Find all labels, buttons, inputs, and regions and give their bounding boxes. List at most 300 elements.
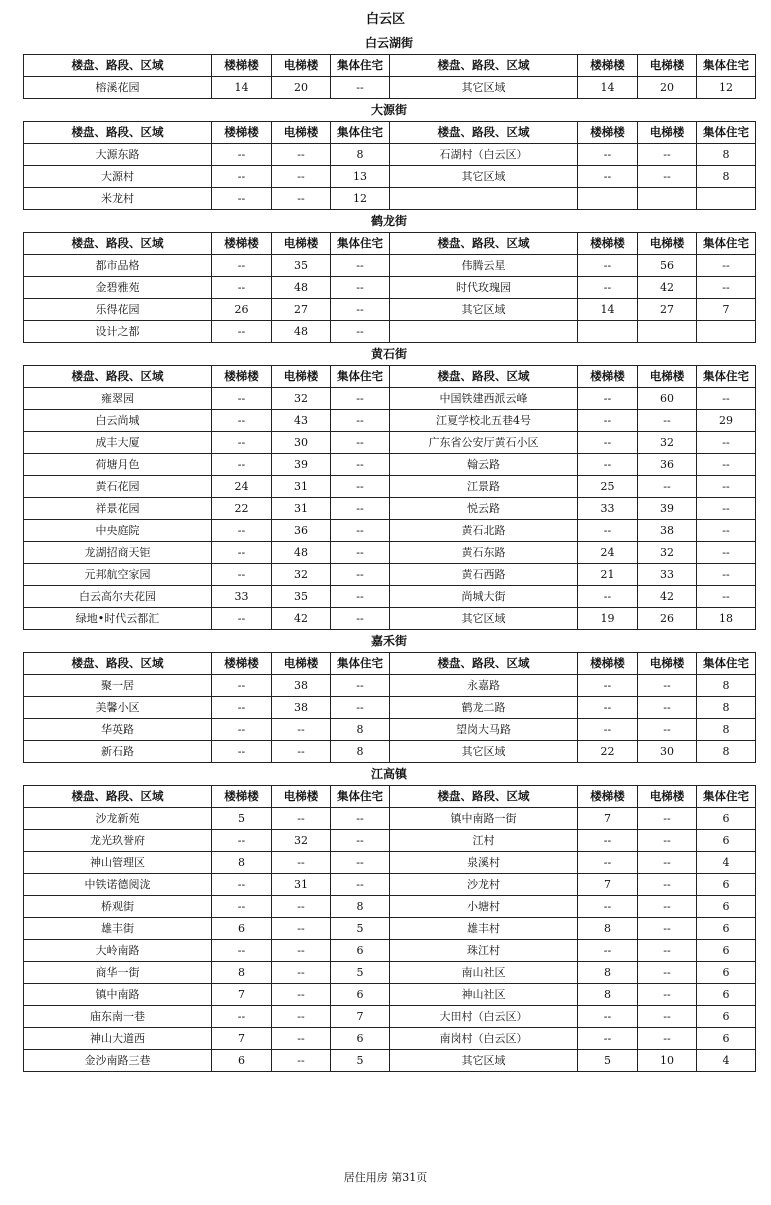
- price-cell: --: [212, 321, 272, 343]
- price-cell: 30: [638, 741, 697, 763]
- area-name-cell: 江村: [390, 830, 578, 852]
- price-cell: --: [212, 1006, 272, 1028]
- column-header: 楼梯楼: [212, 366, 272, 388]
- price-cell: --: [697, 498, 756, 520]
- column-header: 电梯楼: [272, 122, 331, 144]
- area-name-cell: 鹤龙二路: [390, 697, 578, 719]
- area-name-cell: 乐得花园: [24, 299, 212, 321]
- price-cell: 32: [638, 542, 697, 564]
- price-cell: 5: [578, 1050, 638, 1072]
- price-cell: --: [638, 962, 697, 984]
- table-row: [24, 144, 756, 166]
- price-cell: --: [272, 940, 331, 962]
- price-cell: 29: [697, 410, 756, 432]
- area-name-cell: 镇中南路一街: [390, 808, 578, 830]
- price-cell: --: [697, 277, 756, 299]
- table-row: [24, 697, 756, 719]
- price-cell: [697, 188, 756, 210]
- price-cell: --: [578, 697, 638, 719]
- price-cell: --: [212, 166, 272, 188]
- column-header: 楼梯楼: [212, 122, 272, 144]
- area-name-cell: [390, 321, 578, 343]
- price-cell: --: [212, 144, 272, 166]
- price-cell: --: [331, 321, 390, 343]
- column-header: 集体住宅: [331, 786, 390, 808]
- price-cell: --: [212, 432, 272, 454]
- table-header-row: [24, 653, 756, 675]
- price-cell: 36: [272, 520, 331, 542]
- price-cell: 24: [212, 476, 272, 498]
- column-header: 集体住宅: [331, 366, 390, 388]
- column-header: 电梯楼: [638, 786, 697, 808]
- area-name-cell: 桥观街: [24, 896, 212, 918]
- price-cell: 6: [697, 808, 756, 830]
- price-cell: 8: [331, 741, 390, 763]
- price-cell: --: [272, 741, 331, 763]
- price-cell: --: [212, 675, 272, 697]
- price-cell: --: [578, 454, 638, 476]
- price-cell: --: [272, 1050, 331, 1072]
- price-cell: [638, 188, 697, 210]
- price-cell: 14: [578, 77, 638, 99]
- sections-container: [23, 32, 757, 1072]
- price-cell: 39: [638, 498, 697, 520]
- area-name-cell: 其它区域: [390, 608, 578, 630]
- price-cell: 6: [331, 940, 390, 962]
- column-header: 楼盘、路段、区域: [24, 366, 212, 388]
- area-name-cell: 都市品格: [24, 255, 212, 277]
- price-cell: --: [212, 255, 272, 277]
- area-name-cell: 美馨小区: [24, 697, 212, 719]
- table-row: [24, 608, 756, 630]
- price-cell: 26: [638, 608, 697, 630]
- column-header: 楼盘、路段、区域: [390, 786, 578, 808]
- price-cell: 8: [697, 144, 756, 166]
- area-name-cell: 大源东路: [24, 144, 212, 166]
- area-name-cell: 成丰大厦: [24, 432, 212, 454]
- price-cell: --: [638, 940, 697, 962]
- price-cell: --: [578, 940, 638, 962]
- price-cell: --: [638, 719, 697, 741]
- price-cell: --: [331, 432, 390, 454]
- price-cell: 6: [697, 940, 756, 962]
- price-cell: 8: [331, 719, 390, 741]
- price-cell: --: [697, 255, 756, 277]
- price-cell: --: [697, 432, 756, 454]
- price-cell: [578, 188, 638, 210]
- price-cell: --: [697, 476, 756, 498]
- price-cell: 25: [578, 476, 638, 498]
- table-row: [24, 675, 756, 697]
- area-name-cell: 神山管理区: [24, 852, 212, 874]
- price-cell: 35: [272, 255, 331, 277]
- price-cell: [578, 321, 638, 343]
- area-name-cell: 白云高尔夫花园: [24, 586, 212, 608]
- table-header-row: [24, 55, 756, 77]
- column-header: 集体住宅: [697, 786, 756, 808]
- area-name-cell: 雍翠园: [24, 388, 212, 410]
- column-header: 集体住宅: [331, 55, 390, 77]
- price-cell: 60: [638, 388, 697, 410]
- section-title: 江高镇: [370, 767, 407, 781]
- column-header: 集体住宅: [697, 366, 756, 388]
- price-cell: 5: [331, 1050, 390, 1072]
- price-cell: 36: [638, 454, 697, 476]
- area-name-cell: 其它区域: [390, 77, 578, 99]
- area-name-cell: 黄石花园: [24, 476, 212, 498]
- column-header: 集体住宅: [697, 653, 756, 675]
- price-cell: --: [212, 520, 272, 542]
- column-header: 楼梯楼: [578, 122, 638, 144]
- price-cell: --: [272, 144, 331, 166]
- area-name-cell: 江夏学校北五巷4号: [390, 410, 578, 432]
- area-name-cell: 大田村（白云区）: [390, 1006, 578, 1028]
- table-row: [24, 410, 756, 432]
- section-table: [23, 365, 756, 630]
- table-row: [24, 918, 756, 940]
- price-cell: 56: [638, 255, 697, 277]
- table-row: [24, 454, 756, 476]
- price-cell: --: [272, 984, 331, 1006]
- section-table: [23, 121, 756, 210]
- area-name-cell: 黄石北路: [390, 520, 578, 542]
- price-cell: 7: [212, 984, 272, 1006]
- column-header: 楼盘、路段、区域: [390, 653, 578, 675]
- column-header: 电梯楼: [638, 122, 697, 144]
- price-cell: 6: [697, 830, 756, 852]
- column-header: 楼梯楼: [212, 233, 272, 255]
- table-row: [24, 498, 756, 520]
- price-cell: 7: [331, 1006, 390, 1028]
- column-header: 电梯楼: [272, 233, 331, 255]
- column-header: 楼梯楼: [578, 786, 638, 808]
- price-cell: --: [697, 542, 756, 564]
- price-cell: 20: [638, 77, 697, 99]
- price-cell: --: [331, 830, 390, 852]
- table-row: [24, 476, 756, 498]
- area-name-cell: 其它区域: [390, 741, 578, 763]
- price-cell: --: [578, 388, 638, 410]
- area-name-cell: 沙龙村: [390, 874, 578, 896]
- price-cell: 7: [212, 1028, 272, 1050]
- table-row: [24, 940, 756, 962]
- table-row: [24, 542, 756, 564]
- price-cell: 10: [638, 1050, 697, 1072]
- table-row: [24, 255, 756, 277]
- price-cell: 6: [331, 984, 390, 1006]
- price-cell: --: [331, 77, 390, 99]
- price-cell: 38: [638, 520, 697, 542]
- price-cell: --: [578, 586, 638, 608]
- price-cell: 4: [697, 852, 756, 874]
- price-cell: 14: [578, 299, 638, 321]
- price-cell: 12: [331, 188, 390, 210]
- price-cell: 38: [272, 697, 331, 719]
- price-cell: --: [331, 410, 390, 432]
- column-header: 电梯楼: [638, 55, 697, 77]
- column-header: 集体住宅: [331, 653, 390, 675]
- price-cell: --: [212, 896, 272, 918]
- area-name-cell: 中国铁建西派云峰: [390, 388, 578, 410]
- price-cell: 6: [697, 984, 756, 1006]
- price-cell: --: [331, 808, 390, 830]
- area-name-cell: 其它区域: [390, 166, 578, 188]
- column-header: 电梯楼: [272, 653, 331, 675]
- section-table: [23, 785, 756, 1072]
- column-header: 楼梯楼: [578, 366, 638, 388]
- table-row: [24, 1028, 756, 1050]
- price-cell: --: [331, 586, 390, 608]
- area-name-cell: 元邦航空家园: [24, 564, 212, 586]
- price-cell: --: [638, 808, 697, 830]
- price-cell: --: [331, 498, 390, 520]
- table-row: [24, 299, 756, 321]
- price-cell: 6: [697, 1028, 756, 1050]
- section-title: 大源街: [370, 103, 407, 117]
- area-name-cell: 庙东南一巷: [24, 1006, 212, 1028]
- price-cell: --: [697, 520, 756, 542]
- price-cell: --: [331, 388, 390, 410]
- price-cell: --: [578, 277, 638, 299]
- price-cell: --: [638, 1006, 697, 1028]
- area-name-cell: 商华一街: [24, 962, 212, 984]
- price-cell: 38: [272, 675, 331, 697]
- area-name-cell: 永嘉路: [390, 675, 578, 697]
- area-name-cell: 龙光玖誉府: [24, 830, 212, 852]
- price-cell: [638, 321, 697, 343]
- price-cell: 42: [638, 586, 697, 608]
- area-name-cell: 其它区域: [390, 299, 578, 321]
- price-cell: 6: [697, 896, 756, 918]
- price-cell: --: [578, 675, 638, 697]
- price-cell: 8: [212, 962, 272, 984]
- price-cell: --: [578, 255, 638, 277]
- price-cell: 18: [697, 608, 756, 630]
- price-cell: 20: [272, 77, 331, 99]
- price-cell: 31: [272, 498, 331, 520]
- area-name-cell: 泉溪村: [390, 852, 578, 874]
- price-cell: 42: [272, 608, 331, 630]
- price-cell: 33: [638, 564, 697, 586]
- price-cell: 42: [638, 277, 697, 299]
- area-name-cell: 镇中南路: [24, 984, 212, 1006]
- price-cell: --: [212, 454, 272, 476]
- price-cell: 35: [272, 586, 331, 608]
- price-cell: --: [212, 874, 272, 896]
- table-row: [24, 432, 756, 454]
- price-cell: 48: [272, 277, 331, 299]
- area-name-cell: 设计之都: [24, 321, 212, 343]
- table-row: [24, 586, 756, 608]
- section-table: [23, 652, 756, 763]
- area-name-cell: 龙湖招商天钜: [24, 542, 212, 564]
- column-header: 电梯楼: [638, 653, 697, 675]
- area-name-cell: 中央庭院: [24, 520, 212, 542]
- table-row: [24, 277, 756, 299]
- table-row: [24, 874, 756, 896]
- area-name-cell: 祥景花园: [24, 498, 212, 520]
- area-name-cell: 华英路: [24, 719, 212, 741]
- area-name-cell: 南山社区: [390, 962, 578, 984]
- table-row: [24, 166, 756, 188]
- price-cell: --: [697, 388, 756, 410]
- area-name-cell: 小塘村: [390, 896, 578, 918]
- area-name-cell: 绿地•时代云都汇: [24, 608, 212, 630]
- area-name-cell: 翰云路: [390, 454, 578, 476]
- column-header: 楼梯楼: [212, 55, 272, 77]
- column-header: 楼盘、路段、区域: [390, 233, 578, 255]
- price-cell: 8: [697, 675, 756, 697]
- area-name-cell: 新石路: [24, 741, 212, 763]
- price-cell: --: [638, 697, 697, 719]
- table-row: [24, 520, 756, 542]
- price-cell: --: [578, 719, 638, 741]
- price-cell: 8: [697, 697, 756, 719]
- section-title: 鹤龙街: [370, 214, 407, 228]
- column-header: 楼梯楼: [212, 653, 272, 675]
- price-cell: 8: [697, 719, 756, 741]
- price-cell: --: [212, 564, 272, 586]
- column-header: 楼盘、路段、区域: [390, 55, 578, 77]
- price-cell: --: [638, 984, 697, 1006]
- price-cell: --: [638, 874, 697, 896]
- price-cell: --: [638, 166, 697, 188]
- price-cell: --: [578, 166, 638, 188]
- price-cell: --: [331, 454, 390, 476]
- price-cell: 33: [578, 498, 638, 520]
- column-header: 集体住宅: [331, 122, 390, 144]
- price-cell: --: [578, 852, 638, 874]
- price-cell: --: [272, 852, 331, 874]
- section-title: 嘉禾街: [370, 634, 407, 648]
- table-header-row: [24, 786, 756, 808]
- price-cell: --: [578, 520, 638, 542]
- price-cell: --: [697, 586, 756, 608]
- price-cell: 31: [272, 874, 331, 896]
- area-name-cell: 大岭南路: [24, 940, 212, 962]
- price-cell: 6: [697, 1006, 756, 1028]
- price-cell: 8: [331, 896, 390, 918]
- column-header: 楼盘、路段、区域: [24, 233, 212, 255]
- price-cell: --: [697, 564, 756, 586]
- area-name-cell: 江景路: [390, 476, 578, 498]
- price-cell: 26: [212, 299, 272, 321]
- area-name-cell: 大源村: [24, 166, 212, 188]
- price-cell: --: [331, 697, 390, 719]
- price-cell: --: [212, 830, 272, 852]
- column-header: 集体住宅: [331, 233, 390, 255]
- price-cell: 22: [578, 741, 638, 763]
- area-name-cell: 伟腾云星: [390, 255, 578, 277]
- column-header: 楼盘、路段、区域: [390, 366, 578, 388]
- table-row: [24, 741, 756, 763]
- price-cell: --: [331, 564, 390, 586]
- price-cell: 30: [272, 432, 331, 454]
- section-title: 黄石街: [370, 347, 407, 361]
- price-cell: --: [272, 808, 331, 830]
- price-cell: 32: [272, 388, 331, 410]
- price-cell: 19: [578, 608, 638, 630]
- price-cell: 8: [697, 741, 756, 763]
- price-cell: 22: [212, 498, 272, 520]
- price-cell: --: [638, 918, 697, 940]
- price-cell: 5: [331, 962, 390, 984]
- price-cell: --: [638, 144, 697, 166]
- price-cell: 7: [697, 299, 756, 321]
- price-cell: --: [578, 410, 638, 432]
- price-cell: 4: [697, 1050, 756, 1072]
- price-cell: --: [578, 896, 638, 918]
- price-cell: 8: [331, 144, 390, 166]
- area-name-cell: 广东省公安厅黄石小区: [390, 432, 578, 454]
- area-name-cell: 沙龙新苑: [24, 808, 212, 830]
- area-name-cell: 榕溪花园: [24, 77, 212, 99]
- area-name-cell: 望岗大马路: [390, 719, 578, 741]
- price-cell: 32: [638, 432, 697, 454]
- table-row: [24, 77, 756, 99]
- column-header: 楼梯楼: [212, 786, 272, 808]
- price-cell: --: [638, 675, 697, 697]
- column-header: 电梯楼: [638, 233, 697, 255]
- price-cell: --: [212, 719, 272, 741]
- price-cell: 6: [212, 918, 272, 940]
- column-header: 楼盘、路段、区域: [24, 55, 212, 77]
- column-header: 电梯楼: [272, 55, 331, 77]
- price-cell: --: [212, 277, 272, 299]
- price-cell: --: [272, 166, 331, 188]
- price-cell: --: [638, 1028, 697, 1050]
- price-cell: --: [331, 675, 390, 697]
- price-cell: --: [212, 741, 272, 763]
- price-cell: 8: [697, 166, 756, 188]
- table-row: [24, 321, 756, 343]
- table-row: [24, 1006, 756, 1028]
- price-cell: 13: [331, 166, 390, 188]
- price-cell: 43: [272, 410, 331, 432]
- price-cell: 8: [578, 962, 638, 984]
- area-name-cell: 神山大道西: [24, 1028, 212, 1050]
- column-header: 楼盘、路段、区域: [390, 122, 578, 144]
- price-cell: --: [272, 918, 331, 940]
- price-cell: 14: [212, 77, 272, 99]
- column-header: 楼盘、路段、区域: [24, 786, 212, 808]
- price-cell: --: [578, 144, 638, 166]
- table-row: [24, 984, 756, 1006]
- price-cell: 5: [212, 808, 272, 830]
- column-header: 电梯楼: [272, 786, 331, 808]
- price-cell: --: [212, 940, 272, 962]
- column-header: 集体住宅: [697, 233, 756, 255]
- price-cell: 32: [272, 830, 331, 852]
- column-header: 电梯楼: [638, 366, 697, 388]
- price-cell: 6: [212, 1050, 272, 1072]
- price-cell: --: [331, 852, 390, 874]
- area-name-cell: 珠江村: [390, 940, 578, 962]
- table-row: [24, 564, 756, 586]
- price-cell: --: [331, 520, 390, 542]
- price-cell: --: [331, 874, 390, 896]
- price-cell: --: [212, 608, 272, 630]
- column-header: 电梯楼: [272, 366, 331, 388]
- table-row: [24, 896, 756, 918]
- area-name-cell: 悦云路: [390, 498, 578, 520]
- area-name-cell: 尚城大街: [390, 586, 578, 608]
- price-cell: --: [331, 255, 390, 277]
- price-cell: 6: [697, 918, 756, 940]
- area-name-cell: 荷塘月色: [24, 454, 212, 476]
- table-row: [24, 388, 756, 410]
- area-name-cell: 黄石东路: [390, 542, 578, 564]
